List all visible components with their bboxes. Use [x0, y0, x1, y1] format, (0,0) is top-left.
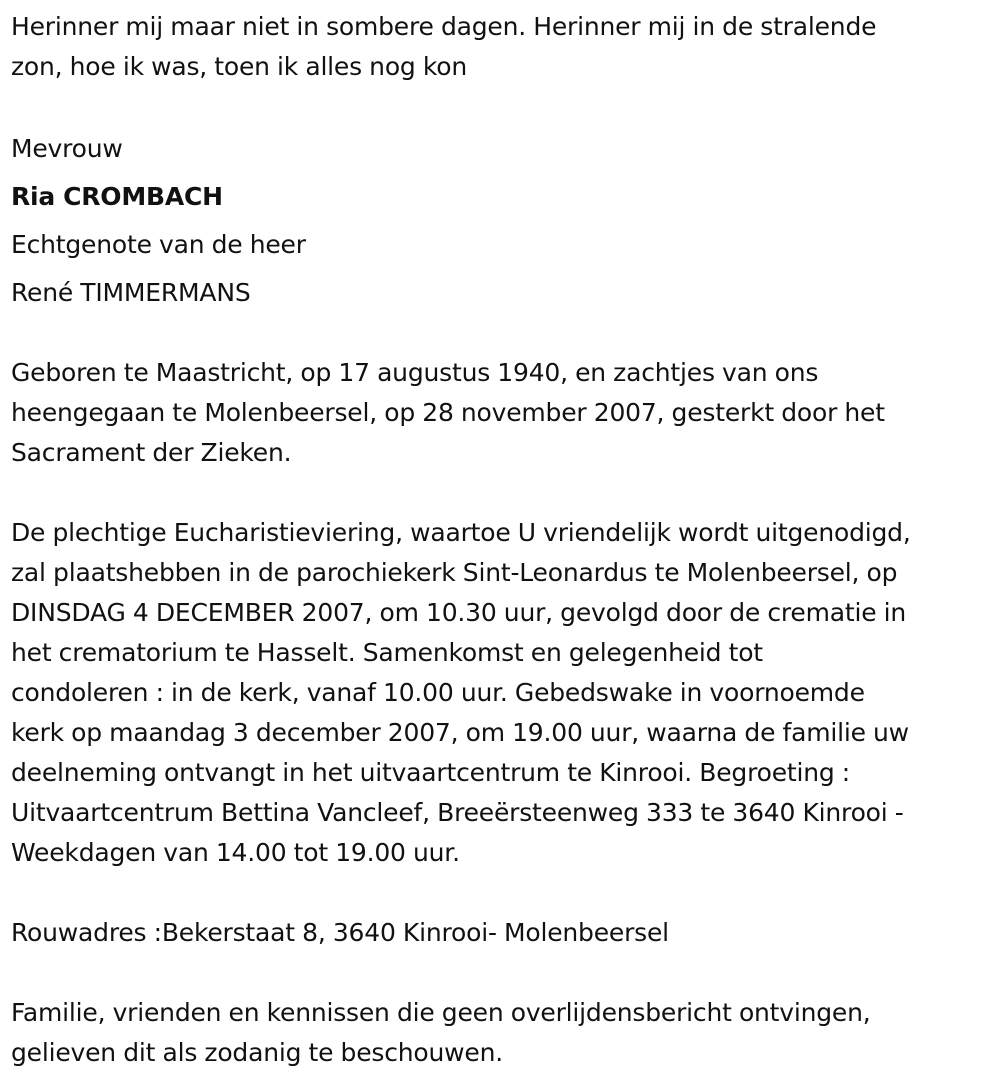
service-line-2: zal plaatshebben in de parochiekerk Sint-Leonardus te Molenbeersel, op	[11, 558, 898, 587]
poem-line-1: Herinner mij maar niet in sombere dagen. Herinner mij in de stralende	[11, 12, 877, 41]
poem-line-2: zon, hoe ik was, toen ik alles nog kon	[11, 52, 467, 81]
spouse-name	[11, 269, 980, 317]
address-text: Rouwadres :Bekerstaat 8, 3640 Kinrooi- Molenbeersel	[11, 918, 669, 947]
spacer	[11, 87, 980, 125]
spouse-relation-text: Echtgenote van de heer	[11, 230, 306, 259]
name-text: Ria CROMBACH	[11, 182, 223, 211]
deceased-block	[11, 125, 980, 317]
deceased-title	[11, 125, 980, 173]
service-line-4: het crematorium te Hasselt. Samenkomst en gelegenheid tot	[11, 638, 763, 667]
closing-line-2: gelieven dit als zodanig te beschouwen.	[11, 1038, 503, 1067]
spouse-name-text: René TIMMERMANS	[11, 278, 251, 307]
spacer	[11, 873, 980, 913]
spouse-relation	[11, 221, 980, 269]
service-line-1: De plechtige Eucharistieviering, waartoe U vriendelijk wordt uitgenodigd,	[11, 518, 911, 547]
closing-paragraph	[11, 993, 980, 1073]
title-text: Mevrouw	[11, 134, 123, 163]
mourning-address	[11, 913, 980, 953]
birth-death-line-1: Geboren te Maastricht, op 17 augustus 1940, en zachtjes van ons	[11, 358, 819, 387]
birth-death-paragraph	[11, 353, 980, 473]
service-line-8: Uitvaartcentrum Bettina Vancleef, Breeërsteenweg 333 te 3640 Kinrooi -	[11, 798, 904, 827]
service-line-6: kerk op maandag 3 december 2007, om 19.00 uur, waarna de familie uw	[11, 718, 909, 747]
service-line-9: Weekdagen van 14.00 tot 19.00 uur.	[11, 838, 460, 867]
poem-quote	[11, 7, 980, 87]
spacer	[11, 473, 980, 513]
birth-death-line-2: heengegaan te Molenbeersel, op 28 november 2007, gesterkt door het	[11, 398, 885, 427]
service-line-7: deelneming ontvangt in het uitvaartcentrum te Kinrooi. Begroeting :	[11, 758, 851, 787]
closing-line-1: Familie, vrienden en kennissen die geen overlijdensbericht ontvingen,	[11, 998, 871, 1027]
spacer	[11, 953, 980, 993]
spacer	[11, 317, 980, 353]
service-line-3: DINSDAG 4 DECEMBER 2007, om 10.30 uur, gevolgd door de crematie in	[11, 598, 907, 627]
birth-death-line-3: Sacrament der Zieken.	[11, 438, 292, 467]
service-line-5: condoleren : in de kerk, vanaf 10.00 uur. Gebedswake in voornoemde	[11, 678, 865, 707]
deceased-name	[11, 173, 980, 221]
service-paragraph	[11, 513, 980, 873]
